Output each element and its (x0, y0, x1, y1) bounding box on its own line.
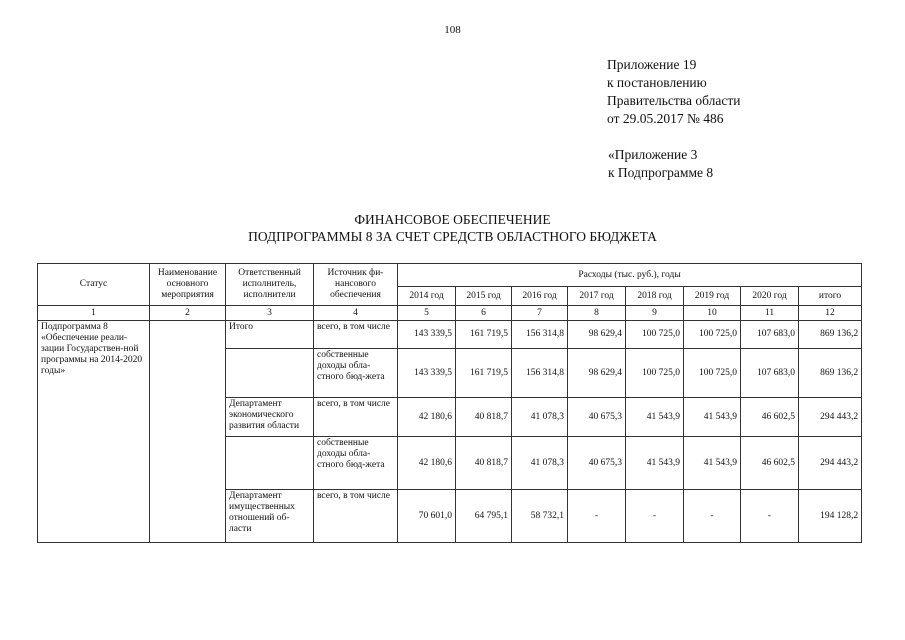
table-row (38, 321, 862, 349)
header-executor: Ответственный исполнитель, исполнители (226, 264, 314, 306)
header-year: 2016 год (512, 287, 568, 306)
column-number: 2 (150, 306, 226, 321)
financing-table (37, 263, 862, 543)
measure-cell (150, 321, 226, 543)
value-cell: 41 543,9 (626, 398, 684, 437)
header-source: Источник фи-нансового обеспечения (314, 264, 398, 306)
value-cell: 98 629,4 (568, 321, 626, 349)
value-cell: 40 818,7 (456, 398, 512, 437)
appendix-header (607, 56, 740, 128)
appendix-line: к постановлению (607, 75, 707, 90)
header-measure: Наименование основного мероприятия (150, 264, 226, 306)
value-cell: 70 601,0 (398, 490, 456, 543)
title-line: ПОДПРОГРАММЫ 8 ЗА СЧЕТ СРЕДСТВ ОБЛАСТНОГО БЮДЖЕТА (248, 229, 657, 244)
value-cell: - (626, 490, 684, 543)
appendix-line: Правительства области (607, 93, 741, 108)
value-cell: 41 078,3 (512, 398, 568, 437)
page-number: 108 (444, 24, 461, 36)
total-cell: 294 443,2 (799, 398, 862, 437)
column-number: 7 (512, 306, 568, 321)
header-year: 2014 год (398, 287, 456, 306)
executor-cell: Департамент имущественных отношений об-ласти (226, 490, 314, 543)
value-cell: 143 339,5 (398, 349, 456, 398)
value-cell: 107 683,0 (741, 321, 799, 349)
appendix-sub-line: «Приложение 3 (608, 147, 698, 162)
value-cell: 161 719,5 (456, 349, 512, 398)
executor-cell: Департамент экономического развития области (226, 398, 314, 437)
header-year: 2018 год (626, 287, 684, 306)
value-cell: 58 732,1 (512, 490, 568, 543)
column-number: 3 (226, 306, 314, 321)
column-number: 6 (456, 306, 512, 321)
appendix-line: от 29.05.2017 № 486 (607, 111, 724, 126)
source-cell: всего, в том числе (314, 398, 398, 437)
document-title (0, 211, 905, 245)
column-number: 12 (799, 306, 862, 321)
header-year: 2017 год (568, 287, 626, 306)
header-year: 2015 год (456, 287, 512, 306)
value-cell: 41 543,9 (626, 437, 684, 490)
column-number: 1 (38, 306, 150, 321)
column-number: 4 (314, 306, 398, 321)
value-cell: 161 719,5 (456, 321, 512, 349)
header-total: итого (799, 287, 862, 306)
header-expenses: Расходы (тыс. руб.), годы (398, 264, 862, 287)
value-cell: 100 725,0 (626, 321, 684, 349)
source-cell: собственные доходы обла-стного бюд-жета (314, 349, 398, 398)
appendix-sub-line: к Подпрограмме 8 (608, 165, 714, 180)
value-cell: 41 543,9 (684, 437, 741, 490)
header-row (38, 264, 862, 287)
value-cell: 41 078,3 (512, 437, 568, 490)
executor-cell (226, 349, 314, 398)
value-cell: 41 543,9 (684, 398, 741, 437)
value-cell: 42 180,6 (398, 398, 456, 437)
title-line: ФИНАНСОВОЕ ОБЕСПЕЧЕНИЕ (354, 212, 551, 227)
column-number: 9 (626, 306, 684, 321)
value-cell: 100 725,0 (626, 349, 684, 398)
value-cell: 98 629,4 (568, 349, 626, 398)
executor-cell (226, 437, 314, 490)
appendix-line: Приложение 19 (607, 57, 697, 72)
value-cell: 143 339,5 (398, 321, 456, 349)
value-cell: 64 795,1 (456, 490, 512, 543)
source-cell: собственные доходы обла-стного бюд-жета (314, 437, 398, 490)
value-cell: 107 683,0 (741, 349, 799, 398)
value-cell: 156 314,8 (512, 321, 568, 349)
column-number: 10 (684, 306, 741, 321)
value-cell: - (741, 490, 799, 543)
column-number: 5 (398, 306, 456, 321)
header-year: 2019 год (684, 287, 741, 306)
total-cell: 194 128,2 (799, 490, 862, 543)
header-status: Статус (38, 264, 150, 306)
total-cell: 294 443,2 (799, 437, 862, 490)
value-cell: 40 818,7 (456, 437, 512, 490)
value-cell: 46 602,5 (741, 398, 799, 437)
column-number-row (38, 306, 862, 321)
value-cell: 46 602,5 (741, 437, 799, 490)
header-year: 2020 год (741, 287, 799, 306)
executor-cell: Итого (226, 321, 314, 349)
value-cell: 40 675,3 (568, 398, 626, 437)
status-cell: Подпрограмма 8 «Обеспечение реали-зации Государствен-ной программы на 2014-2020 годы» (38, 321, 150, 543)
source-cell: всего, в том числе (314, 321, 398, 349)
source-cell: всего, в том числе (314, 490, 398, 543)
total-cell: 869 136,2 (799, 349, 862, 398)
value-cell: 100 725,0 (684, 321, 741, 349)
value-cell: - (568, 490, 626, 543)
value-cell: - (684, 490, 741, 543)
appendix-sub-header (608, 146, 713, 182)
total-cell: 869 136,2 (799, 321, 862, 349)
column-number: 8 (568, 306, 626, 321)
value-cell: 40 675,3 (568, 437, 626, 490)
column-number: 11 (741, 306, 799, 321)
value-cell: 42 180,6 (398, 437, 456, 490)
value-cell: 100 725,0 (684, 349, 741, 398)
value-cell: 156 314,8 (512, 349, 568, 398)
